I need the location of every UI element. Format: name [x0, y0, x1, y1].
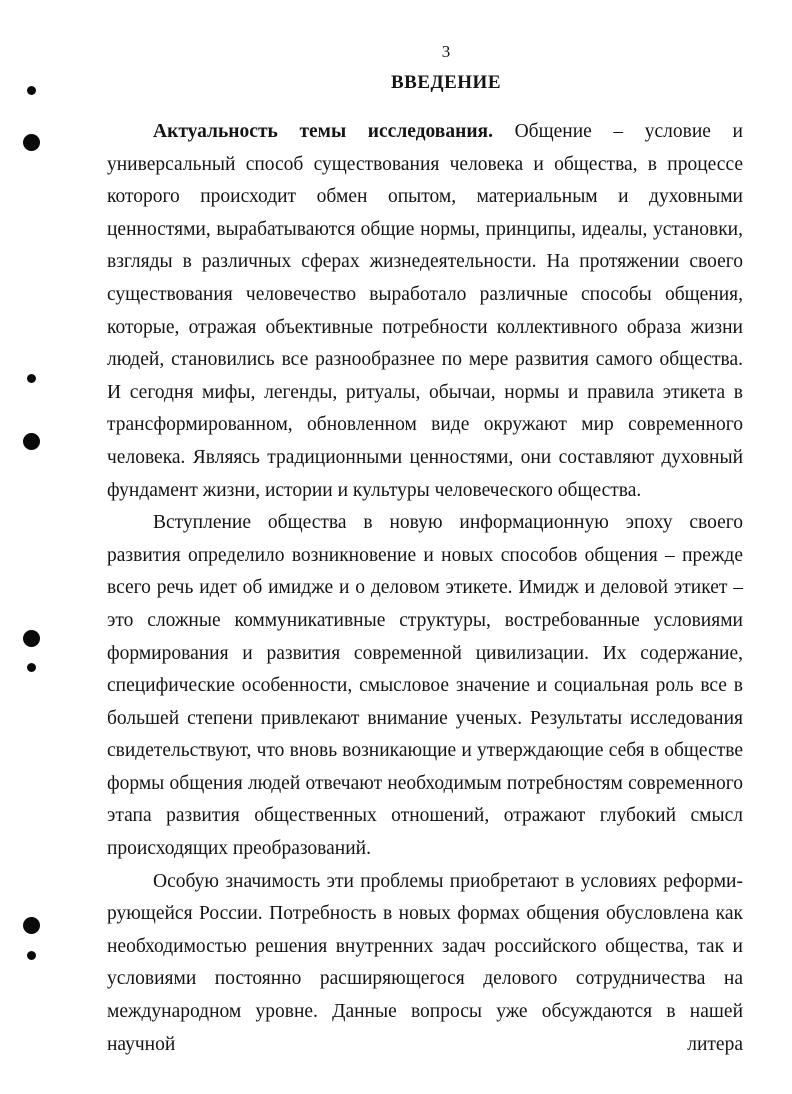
section-heading: ВВЕДЕНИЕ: [391, 72, 501, 93]
paragraph-text: Общение – условие и универсальный способ существования человека и общества, в процессе которого происходит обмен опытом, материальным и духовными ценностями, вырабатываются общие нормы, принципы, идеалы, установки, взгляды в различных сферах жизнедеятельности. На протяжении своего существования человечество выработало различные способы общения, которые, отражая объективные потребности коллективного образа жизни людей, становились все разнообразнее по мере развития самого общества. И сегодня мифы, легенды, ритуалы, обычаи, нормы и правила этикета в трансформированном, обновленном виде окружают мир современного человека. Являясь традиционными ценностями, они составляют духовный фундамент жизни, истории и культуры человеческого общества.: [107, 121, 743, 501]
paragraph-lead: Актуальность темы исследования.: [153, 121, 493, 142]
body-text: [107, 116, 743, 1061]
punch-hole-mark: [23, 134, 40, 151]
punch-hole-mark: [27, 951, 36, 960]
punch-hole-mark: [23, 917, 40, 934]
paragraph-text: Вступление общества в новую информационную эпоху своего развития определило возникновение и новых способов общения – прежде всего речь идет об имидже и о деловом этикете. Имидж и деловой этикет – это сложные коммуникативные структуры, востребованные условиями формирования и развития современной цивилизации. Их содержание, специфические особенности, смысловое значение и социальная роль все в большей степени привлекают внимание ученых. Результаты исследования свидетельствуют, что вновь возникающие и утверждающие себя в обществе формы общения людей отвечают необходимым потребностям современного этапа развития общественных отношений, отражают глубокий смысл происходящих преобразований.: [107, 512, 743, 860]
punch-hole-mark: [23, 433, 40, 450]
paragraph-text: Особую значимость эти проблемы приобретают в условиях реформирующейся России. Потребность в новых формах общения обусловлена как необходимостью решения внутренних задач российского общества, так и условиями постоянно расширяющегося делового сотрудничества на международном уровне. Данные вопросы уже обсуждаются в нашей научной литера: [107, 870, 743, 1055]
punch-hole-mark: [27, 86, 36, 95]
paragraph-1: [107, 116, 743, 507]
paragraph-2: [107, 507, 743, 866]
punch-hole-mark: [23, 630, 40, 647]
paragraph-3: [107, 866, 743, 1062]
page-number: 3: [441, 42, 451, 61]
punch-hole-mark: [27, 374, 36, 383]
punch-hole-mark: [27, 663, 36, 672]
